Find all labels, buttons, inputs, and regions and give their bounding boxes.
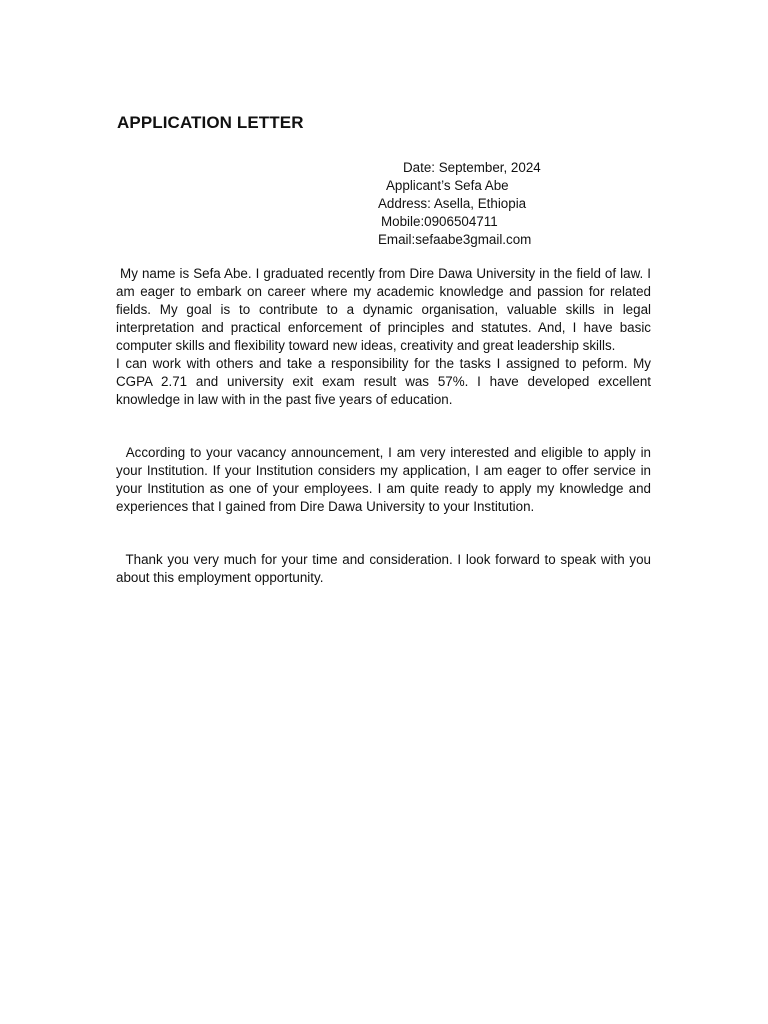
- applicant-line: Applicant’s Sefa Abe: [386, 178, 509, 193]
- address-line: Address: Asella, Ethiopia: [378, 196, 527, 211]
- paragraph-intro: My name is Sefa Abe. I graduated recently from Dire Dawa University in the field of law. I am eager to embark on career where my academic knowledge and passion for related fields. My goal is to contribute to a dynamic organisation, valuable skills in legal interpretation and practical enforcement of principles and statutes. And, I have basic computer skills and flexibility toward new ideas, creativity and great leadership skills.: [116, 266, 655, 353]
- email-line: Email:sefaabe3gmail.com: [378, 232, 532, 247]
- paragraph-skills: I can work with others and take a responsibility for the tasks I assigned to peform. My CGPA 2.71 and university exit exam result was 57%. I have developed excellent knowledge in law with in the past five years of education.: [116, 356, 651, 407]
- mobile-line: Mobile:0906504711: [381, 214, 498, 229]
- paragraph-vacancy: According to your vacancy announcement, I am very interested and eligible to apply in your Institution. If your Institution considers my application, I am eager to offer service in your Institution as one of your employees. I am quite ready to apply my knowledge and experiences that I gained from Dire Dawa University to your Institution.: [116, 445, 655, 514]
- date-line: Date: September, 2024: [403, 160, 541, 175]
- letter-title: APPLICATION LETTER: [117, 113, 304, 132]
- paragraph-closing: Thank you very much for your time and consideration. I look forward to speak with you about this employment opportunity.: [116, 552, 655, 585]
- paragraph-intro-block: [116, 265, 655, 409]
